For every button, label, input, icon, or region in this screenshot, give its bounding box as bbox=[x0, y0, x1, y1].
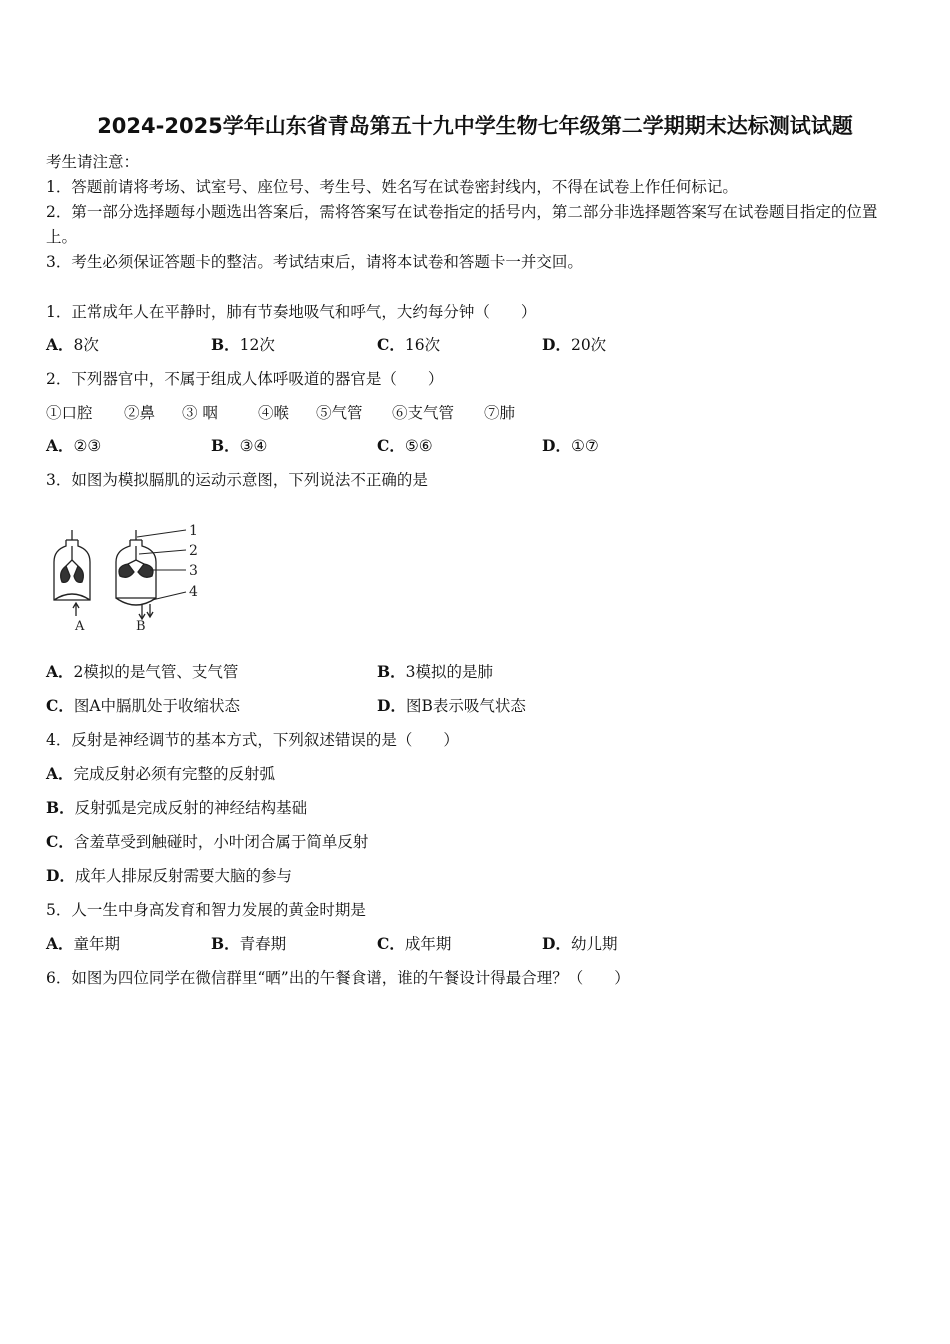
q3-option-b bbox=[377, 662, 493, 682]
figure-number-3: 3 bbox=[189, 563, 198, 579]
q5-option-a-label: A． bbox=[46, 934, 74, 953]
q3-stem: 3．如图为模拟膈肌的运动示意图，下列说法不正确的是 bbox=[46, 471, 428, 489]
q4-option-a-label: A． bbox=[46, 764, 74, 783]
q1-option-d bbox=[542, 335, 606, 355]
page-title: 2024-2025学年山东省青岛第五十九中学生物七年级第二学期期末达标测试试题 bbox=[97, 114, 853, 138]
q2-item-5: ⑤气管 bbox=[316, 404, 363, 422]
q2-option-d-label: D． bbox=[542, 436, 571, 455]
q4-option-d-text: 成年人排尿反射需要大脑的参与 bbox=[74, 867, 292, 885]
q3-option-b-label: B． bbox=[377, 662, 406, 681]
q4-option-b-label: B． bbox=[46, 798, 75, 817]
q2-item-6: ⑥支气管 bbox=[392, 404, 455, 422]
q1-stem: 1．正常成年人在平静时，肺有节奏地吸气和呼气，大约每分钟（ ） bbox=[46, 303, 537, 321]
q4-option-b-text: 反射弧是完成反射的神经结构基础 bbox=[74, 799, 308, 817]
q2-item-1: ①口腔 bbox=[46, 404, 93, 422]
q4-option-c bbox=[46, 832, 368, 852]
q3-option-d-label: D． bbox=[377, 696, 406, 715]
notice-heading: 考生请注意： bbox=[46, 153, 140, 171]
q5-option-d-text: 幼儿期 bbox=[570, 935, 618, 953]
q2-item-2: ②鼻 bbox=[124, 404, 156, 422]
q5-option-d bbox=[542, 934, 617, 954]
figure-number-4: 4 bbox=[189, 584, 198, 600]
q2-option-c-text: ⑤⑥ bbox=[404, 437, 433, 455]
q2-option-b-text: ③④ bbox=[239, 437, 268, 455]
q2-option-c-label: C． bbox=[377, 436, 405, 455]
q1-option-c bbox=[377, 335, 440, 355]
q2-item-3: ③ 咽 bbox=[182, 404, 218, 422]
figure-caption-b: B bbox=[136, 619, 146, 634]
q2-option-b-label: B． bbox=[211, 436, 240, 455]
leader-line-4 bbox=[152, 592, 186, 600]
q5-option-c-text: 成年期 bbox=[404, 935, 452, 953]
q2-option-a bbox=[46, 436, 101, 456]
q4-option-a bbox=[46, 764, 275, 784]
q4-option-d bbox=[46, 866, 292, 886]
q4-option-a-text: 完成反射必须有完整的反射弧 bbox=[73, 765, 276, 783]
q2-option-d-text: ①⑦ bbox=[570, 437, 599, 455]
q2-option-d bbox=[542, 436, 599, 456]
q1-option-d-label: D． bbox=[542, 335, 571, 354]
q1-option-c-label: C． bbox=[377, 335, 405, 354]
q2-option-b bbox=[211, 436, 267, 456]
notice-item-1: 1．答题前请将考场、试室号、座位号、考生号、姓名写在试卷密封线内，不得在试卷上作任何标记。 bbox=[46, 178, 738, 196]
q2-option-c bbox=[377, 436, 433, 456]
q3-option-b-text: 3模拟的是肺 bbox=[405, 663, 493, 681]
q3-option-c-label: C． bbox=[46, 696, 74, 715]
q2-item-4: ④喉 bbox=[258, 404, 290, 422]
q3-option-a-text: 2模拟的是气管、支气管 bbox=[73, 663, 239, 681]
q3-option-a bbox=[46, 662, 238, 682]
q5-option-c-label: C． bbox=[377, 934, 405, 953]
q4-option-b bbox=[46, 798, 307, 818]
q5-option-b-label: B． bbox=[211, 934, 240, 953]
q1-option-a-label: A． bbox=[46, 335, 74, 354]
q1-option-a bbox=[46, 335, 99, 355]
leader-line-2 bbox=[139, 550, 186, 554]
q6-stem: 6．如图为四位同学在微信群里“晒”出的午餐食谱，谁的午餐设计得最合理？（ ） bbox=[46, 969, 630, 987]
q3-option-d-text: 图B表示吸气状态 bbox=[405, 697, 526, 715]
q1-option-b-text: 12次 bbox=[239, 336, 275, 354]
q3-option-d bbox=[377, 696, 526, 716]
q5-stem: 5．人一生中身高发育和智力发展的黄金时期是 bbox=[46, 901, 366, 919]
figure-number-2: 2 bbox=[189, 543, 198, 559]
q4-option-d-label: D． bbox=[46, 866, 75, 885]
q2-option-a-text: ②③ bbox=[73, 437, 102, 455]
bell-jar-a bbox=[54, 530, 90, 616]
q3-option-a-label: A． bbox=[46, 662, 74, 681]
diaphragm-model-figure bbox=[46, 520, 216, 635]
q5-option-a bbox=[46, 934, 120, 954]
q2-option-a-label: A． bbox=[46, 436, 74, 455]
q4-stem: 4．反射是神经调节的基本方式，下列叙述错误的是（ ） bbox=[46, 731, 459, 749]
q1-option-b bbox=[211, 335, 275, 355]
q5-option-a-text: 童年期 bbox=[73, 935, 121, 953]
q2-item-7: ⑦肺 bbox=[484, 404, 516, 422]
notice-item-2: 2．第一部分选择题每小题选出答案后，需将答案写在试卷指定的括号内，第二部分非选择题答案写在试卷题目指定的位置上。 bbox=[46, 203, 878, 246]
q5-option-d-label: D． bbox=[542, 934, 571, 953]
q2-stem: 2．下列器官中，不属于组成人体呼吸道的器官是（ ） bbox=[46, 370, 444, 388]
bell-jar-b bbox=[116, 530, 156, 619]
q3-option-c-text: 图A中膈肌处于收缩状态 bbox=[73, 697, 241, 715]
leader-line-1 bbox=[137, 530, 186, 537]
q1-option-a-text: 8次 bbox=[73, 336, 99, 354]
q1-option-c-text: 16次 bbox=[404, 336, 441, 354]
q5-option-b bbox=[211, 934, 286, 954]
q5-option-c bbox=[377, 934, 451, 954]
q1-option-b-label: B． bbox=[211, 335, 240, 354]
q4-option-c-label: C． bbox=[46, 832, 74, 851]
notice-item-3: 3．考生必须保证答题卡的整洁。考试结束后，请将本试卷和答题卡一并交回。 bbox=[46, 253, 583, 271]
q1-option-d-text: 20次 bbox=[570, 336, 607, 354]
figure-caption-a: A bbox=[75, 619, 85, 634]
figure-number-1: 1 bbox=[189, 523, 198, 539]
q3-option-c bbox=[46, 696, 240, 716]
q4-option-c-text: 含羞草受到触碰时，小叶闭合属于简单反射 bbox=[73, 833, 369, 851]
q5-option-b-text: 青春期 bbox=[239, 935, 287, 953]
